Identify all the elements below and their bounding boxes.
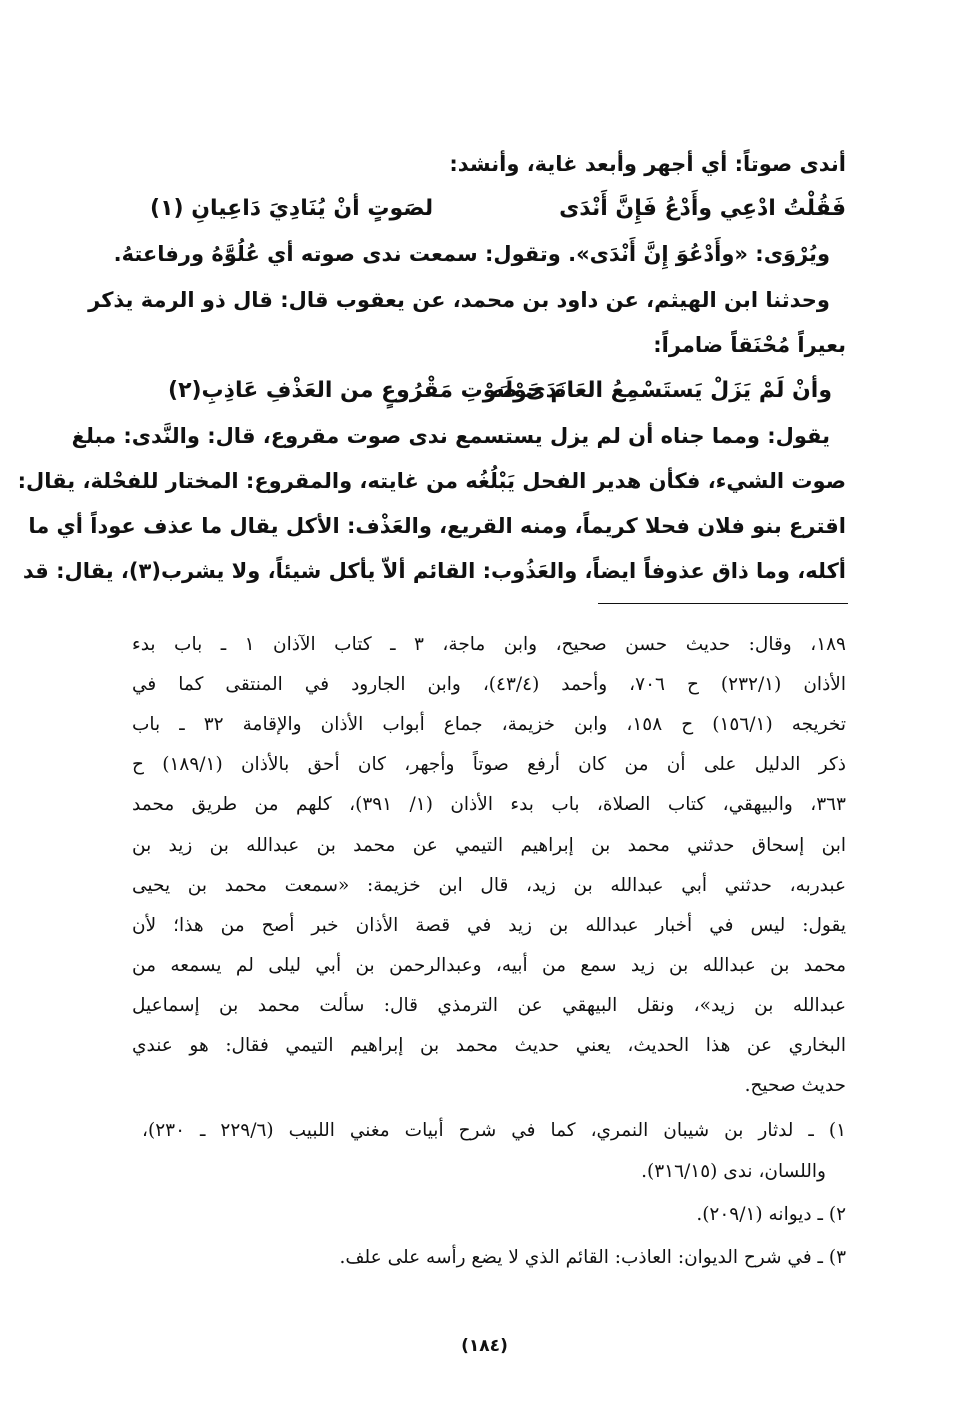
footnote-line: تخريجه (١٥٦/١) ح ١٥٨، وابن خزيمة، جماع أبواب الأذان والإقامة ٣٢ ـ باب (132, 714, 847, 735)
verse-hemistich-left: لصَوتٍ أنْ يُنَادِيَ دَاعِيانِ (١) (150, 196, 434, 221)
footnote-line: عبدربه، حدثني أبي عبدالله بن زيد، قال ابن خزيمة: «سمعت محمد بن يحيى (132, 875, 846, 896)
verse-hemistich-right: فَقُلْتُ ادْعِي وأَدْعُ فَإِنَّ أَنْدَى (559, 196, 846, 221)
footnote-line: عبدالله بن زيد»، ونقل البيهقي عن الترمذي قال: سألت محمد بن إسماعيل (132, 995, 846, 1016)
footnote-separator (598, 603, 848, 604)
text-line: ويُرْوَى: «وأَدْعُوَ إِنَّ أَنْدَى». وتقول: سمعت ندى صوته أي عُلُوَّهُ ورفاعتهُ. (113, 242, 830, 266)
text-line: صوت الشيء، فكأن هدير الفحل يَبْلُغُه من غايته، والمقروع: المختار للفحْلة، يقال: (17, 469, 846, 493)
footnote-2: ٢) ـ ديوانه (٢٠٩/١). (696, 1204, 846, 1225)
text-line: وحدثنا ابن الهيثم، عن داود بن محمد، عن يعقوب قال: قال ذو الرمة يذكر (88, 288, 830, 312)
footnote-line: ابن إسحاق حدثني محمد بن إبراهيم التيمي عن محمد بن عبدالله بن زيد بن (132, 835, 846, 856)
text-line: أكله، وما ذاق عذوفاً ايضاً، والعَذُوب: القائم ألاّ يأكل شيئاً، ولا يشرب(٣)، يقال: قد (22, 559, 846, 583)
footnote-line: ٣٦٣، والبيهقي، كتاب الصلاة، باب بدء الأذان (١/ ٣٩١)، كلهم من طريق محمد (132, 794, 846, 815)
footnote-line: ١٨٩، وقال: حديث حسن صحيح، وابن ماجة، ٣ ـ كتاب الآذان ١ ـ باب بدء (132, 634, 846, 655)
footnote-line: البخاري عن هذا الحديث، يعني حديث محمد بن إبراهيم التيمي فقال: هو عندي (132, 1035, 846, 1056)
footnote-1: ١) ـ لدثار بن شيبان النمري، كما في شرح أبيات مغني اللبيب (٢٢٩/٦ ـ ٢٣٠)، (142, 1120, 846, 1141)
page-number: (١٨٤) (461, 1336, 508, 1356)
footnote-line: محمد بن عبدالله بن زيد سمع من أبيه، وعبدالرحمن بن أبي ليلى لم يسمعه من (132, 955, 846, 976)
footnote-3: ٣) ـ في شرح الديوان: العاذب: القائم الذي لا يضع رأسه على علف. (339, 1247, 846, 1268)
text-line: بعيراً مُحْنَقاً ضامراً: (653, 333, 846, 357)
verse-hemistich-left: نَدَى صَوْتِ مَقْرُوعٍ من العَذْفِ عَاذِبِ(٢) (168, 378, 567, 403)
text-line: اقترع بنو فلان فحلا كريماً، ومنه القريع، والعَذْف: الأكل يقال ما عذف عوداً أي ما (28, 514, 846, 538)
footnote-line: ذكر الدليل على أن من كان أرفع صوتاً وأجهر، كان أحق بالأذان (١٨٩/١) ح (132, 754, 846, 775)
footnote-line: حديث صحيح. (744, 1075, 846, 1096)
verse-hemistich-right: وأنْ لَمْ يَزَلْ يَستَسْمِعُ العَامَ حَوْلَه (491, 378, 832, 403)
footnote-line: الأذان (٢٣٢/١) ح ٧٠٦، وأحمد (٤٣/٤)، وابن الجارود في المنتقى كما في (132, 674, 846, 695)
text-line: أندى صوتاً: أي أجهر وأبعد غاية، وأنشد: (449, 152, 846, 176)
text-line: يقول: ومما جناه أن لم يزل يستسمع ندى صوت مقروع، قال: والنَّدى: مبلغ (71, 424, 830, 448)
footnote-line: يقول: ليس في أخبار عبدالله بن زيد في قصة الأذان خبر أصح من هذا؛ لأن (132, 915, 846, 936)
footnote-1-cont: واللسان، ندى (٣١٦/١٥). (641, 1161, 826, 1182)
